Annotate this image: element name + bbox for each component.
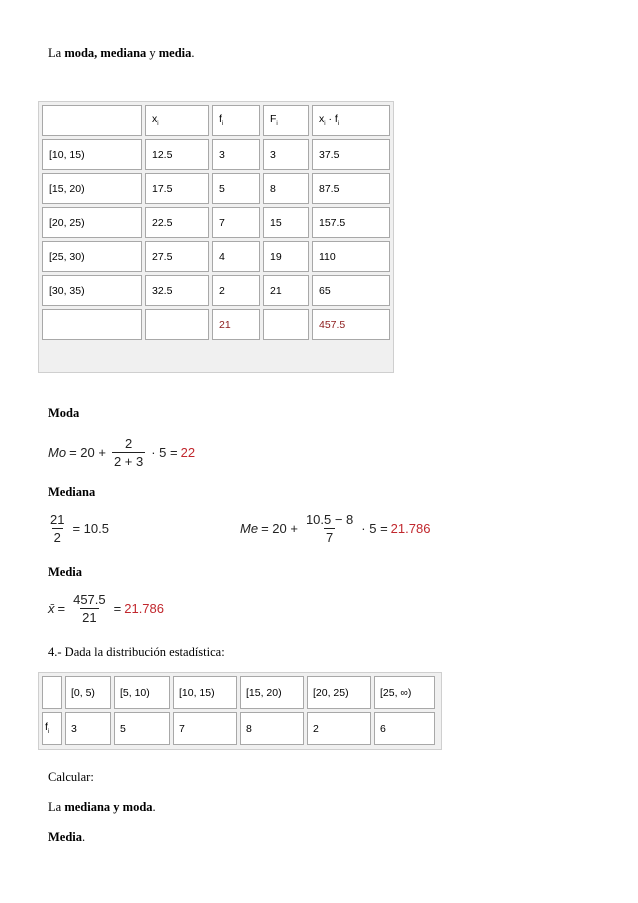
calcular-label: Calcular: [48,770,94,784]
fi-label-cell: $f_i$ [42,712,62,745]
mediana-numerator: 10.5 − 8 [305,512,354,527]
intro-bold-media: media [158,46,192,60]
table-cell: [20, 25) [42,207,142,238]
interval-cell: [20, 25) [307,676,371,709]
table-cell: [10, 15) [42,139,142,170]
media-formula [48,592,164,625]
intro-pre: La [48,46,65,60]
interval-cell: [5, 10) [114,676,170,709]
interval-cell: [0, 5) [65,676,111,709]
interval-cell: [15, 20) [240,676,304,709]
table-cell: 7 [212,207,260,238]
moda-eq: = 20 + [69,445,106,460]
header-cell-xi: $x_i$ [145,105,209,136]
mediana-result: 21.786 [390,521,431,536]
task-mediana-moda-bold: mediana y moda [64,800,153,814]
mediana-denominator: 7 [326,530,334,545]
total-xifi: 457.5 [312,309,390,340]
frequency-table-grid [39,102,393,343]
table-cell: 4 [212,241,260,272]
distribution-table-grid [39,673,438,748]
intro-text [48,46,195,61]
media-result: 21.786 [124,601,164,616]
mediana-label: Mediana [48,485,96,499]
mediana-fraction [304,512,355,545]
header-cell-xifi: $x_i \cdot f_i$ [312,105,390,136]
table-row [42,275,390,306]
mediana-lhs: Me [240,521,259,536]
task-media: Media. [48,830,86,844]
table-cell-empty [145,309,209,340]
task-media-bold: Media [48,830,83,844]
media-label: Media [48,565,83,579]
table-cell-empty [42,309,142,340]
table-row [42,207,390,238]
table-cell: 65 [312,275,390,306]
interval-cell: [10, 15) [173,676,237,709]
header-cell-Fi: $F_i$ [263,105,309,136]
mediana-eq: = 20 + [261,521,298,536]
moda-label: Moda [48,406,80,420]
table-cell: 3 [212,139,260,170]
table-totals-row [42,309,390,340]
table-cell: 7 [173,712,237,745]
table-cell: 157.5 [312,207,390,238]
table-cell: [25, 30) [42,241,142,272]
table-row [42,173,390,204]
table-cell: 87.5 [312,173,390,204]
table-cell: 17.5 [145,173,209,204]
table-cell: 8 [240,712,304,745]
mediana-formula [240,512,430,545]
table-cell: 32.5 [145,275,209,306]
table-cell: 37.5 [312,139,390,170]
frequency-table [38,101,394,373]
table-cell-empty [263,309,309,340]
moda-mult: · 5 = [151,445,178,460]
table-cell: [30, 35) [42,275,142,306]
moda-fraction [112,436,145,469]
mediana-half-eq: = 10.5 [72,521,109,536]
table-cell: 3 [65,712,111,745]
interval-cell: [25, ∞) [374,676,435,709]
table-cell: 3 [263,139,309,170]
media-denominator: 21 [82,610,97,625]
table-cell: 5 [212,173,260,204]
intro-mid: y [146,46,159,60]
table-cell: 2 [307,712,371,745]
media-eq2: = [113,601,122,616]
moda-lhs: Mo [48,445,67,460]
mediana-half-formula [48,512,112,545]
media-numerator: 457.5 [73,592,106,607]
mediana-half-numerator: 21 [50,512,65,527]
intro-bold-moda-mediana: moda, mediana [64,46,147,60]
media-eq: = [57,601,66,616]
table-cell: 2 [212,275,260,306]
header-cell-fi: $f_i$ [212,105,260,136]
table-cell: 12.5 [145,139,209,170]
table-cell: 110 [312,241,390,272]
mediana-mult: · 5 = [361,521,388,536]
mediana-half-denominator: 2 [53,530,61,545]
table-cell: 19 [263,241,309,272]
media-fraction [71,592,108,625]
table-row [42,712,435,745]
intro-post: . [191,46,195,60]
table-cell: 15 [263,207,309,238]
moda-result: 22 [180,445,196,460]
media-lhs: x̄ [48,601,55,616]
table-header-row [42,105,390,136]
table-cell: 6 [374,712,435,745]
task-mediana-moda: La mediana y moda. [48,800,156,814]
distribution-table [38,672,442,750]
table-cell: 5 [114,712,170,745]
mediana-half-fraction [48,512,66,545]
table-header-row [42,676,435,709]
total-fi: 21 [212,309,260,340]
moda-formula [48,436,195,469]
table-cell: [15, 20) [42,173,142,204]
table-cell: 27.5 [145,241,209,272]
moda-numerator: 2 [124,436,133,451]
table-cell: 22.5 [145,207,209,238]
table-cell: 8 [263,173,309,204]
header-cell-interval [42,105,142,136]
table-row [42,241,390,272]
problem4-title: 4.- Dada la distribución estadística: [48,645,225,659]
table-cell: 21 [263,275,309,306]
table-cell-empty [42,676,62,709]
table-row [42,139,390,170]
moda-denominator: 2 + 3 [113,454,144,469]
